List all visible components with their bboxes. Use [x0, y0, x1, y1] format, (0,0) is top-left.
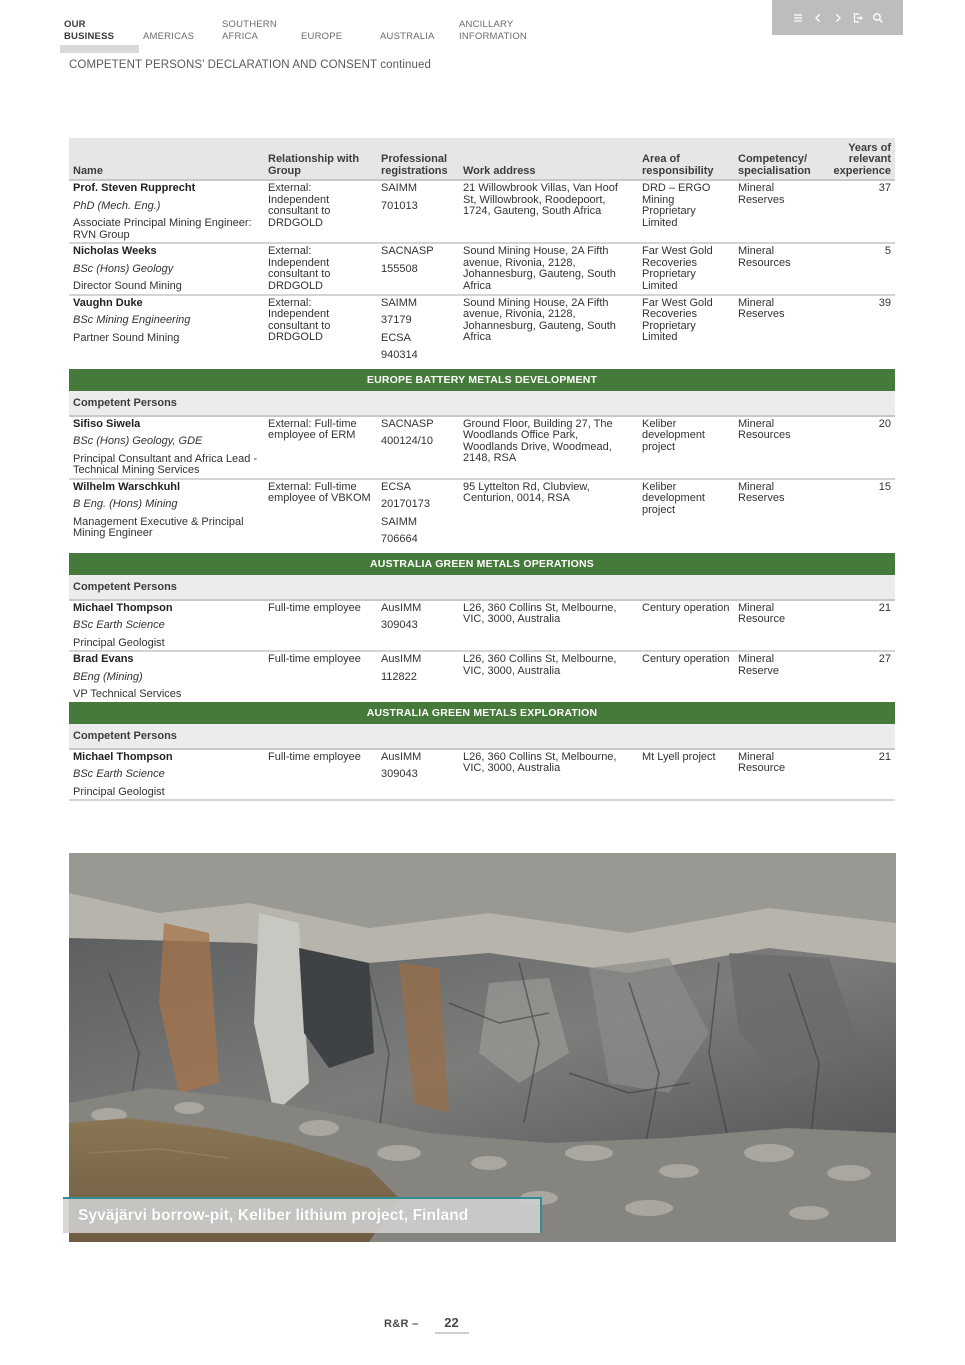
- cell-registrations: [377, 416, 459, 479]
- header-work-address: Work address: [459, 138, 638, 180]
- nav-tab-americas[interactable]: AMERICAS: [143, 31, 195, 42]
- cell-relationship: Full-time employee: [268, 750, 361, 763]
- person-role: Director Sound Mining: [73, 280, 182, 292]
- cell-name: [69, 479, 264, 553]
- cell-area: DRD – ERGO Mining Proprietary Limited: [642, 182, 711, 229]
- cell-competency: Mineral Reserve: [738, 653, 779, 677]
- section-header: [69, 553, 895, 576]
- cell-years: 37: [878, 182, 891, 194]
- person-name: Prof. Steven Rupprecht: [73, 182, 196, 194]
- registration-entry: SACNASP: [381, 417, 434, 430]
- registration-entry: 400124/10: [381, 435, 433, 447]
- table-end-rule: [69, 800, 895, 801]
- person-qualification: BSc Earth Science: [73, 619, 165, 631]
- cell-address: 21 Willowbrook Villas, Van Hoof St, Willowbrook, Roodepoort, 1724, Gauteng, South Africa: [463, 182, 618, 217]
- registration-entry: SAIMM: [381, 296, 418, 309]
- registration-entry: SACNASP: [381, 245, 434, 257]
- person-qualification: BEng (Mining): [73, 670, 143, 683]
- cell-relationship: Full-time employee: [268, 601, 361, 614]
- table-row: [69, 180, 895, 243]
- cell-address: Sound Mining House, 2A Fifth avenue, Rivonia, 2128, Johannesburg, Gauteng, South Africa: [463, 245, 616, 292]
- cell-area: Keliber development project: [642, 417, 705, 453]
- cell-years: 15: [878, 480, 891, 493]
- cell-name: [69, 180, 264, 243]
- table-row: [69, 243, 895, 295]
- section-subheader: [69, 575, 895, 600]
- person-qualification: BSc Mining Engineering: [73, 314, 191, 326]
- table-row: [69, 749, 895, 801]
- registration-entry: 706664: [381, 533, 418, 545]
- section-subheader-label: Competent Persons: [69, 391, 895, 416]
- cell-address: L26, 360 Collins St, Melbourne, VIC, 3000, Australia: [463, 601, 617, 625]
- cell-address: Ground Floor, Building 27, The Woodlands Office Park, Woodlands Drive, Woodmead, 2148, RSA: [463, 417, 613, 464]
- cell-name: [69, 600, 264, 652]
- person-qualification: BSc (Hons) Geology: [73, 262, 174, 275]
- cell-competency: Mineral Reserves: [738, 480, 785, 504]
- person-name: Michael Thompson: [73, 750, 173, 763]
- person-role: Management Executive & Principal Mining Engineer: [73, 515, 244, 539]
- cell-area: Far West Gold Recoveries Proprietary Limited: [642, 245, 713, 292]
- person-qualification: BSc (Hons) Geology, GDE: [73, 435, 203, 447]
- cell-competency: Mineral Reserves: [738, 296, 785, 320]
- cell-name: [69, 416, 264, 479]
- cell-registrations: [377, 749, 459, 801]
- photo-caption: [63, 1197, 542, 1233]
- registration-entry: AusIMM: [381, 601, 422, 614]
- person-role: Principal Geologist: [73, 636, 165, 649]
- cell-years: 20: [878, 417, 891, 430]
- nav-tab-australia[interactable]: AUSTRALIA: [380, 31, 435, 42]
- cell-address: L26, 360 Collins St, Melbourne, VIC, 3000, Australia: [463, 750, 617, 774]
- cell-registrations: [377, 651, 459, 702]
- registration-entry: 37179: [381, 314, 412, 326]
- registration-entry: 940314: [381, 349, 418, 361]
- cell-relationship: External: Independent consultant to DRDGOLD: [268, 245, 331, 292]
- registration-entry: SAIMM: [381, 515, 418, 528]
- cell-name: [69, 295, 264, 369]
- table-row: [69, 479, 895, 553]
- cell-years: 21: [878, 601, 891, 614]
- person-name: Michael Thompson: [73, 601, 173, 614]
- person-role: Associate Principal Mining Engineer: RVN Group: [73, 217, 252, 241]
- registration-entry: 701013: [381, 199, 418, 212]
- cell-name: [69, 243, 264, 295]
- footer-label: R&R –: [384, 1318, 419, 1330]
- cell-years: 39: [878, 296, 891, 309]
- cell-competency: Mineral Resources: [738, 417, 791, 441]
- toolbar: [772, 0, 903, 35]
- section-subheader-label: Competent Persons: [69, 724, 895, 749]
- nav-tab-europe[interactable]: EUROPE: [301, 31, 343, 42]
- section-subheader-label: Competent Persons: [69, 575, 895, 600]
- registration-entry: AusIMM: [381, 653, 422, 665]
- cell-address: Sound Mining House, 2A Fifth avenue, Rivonia, 2128, Johannesburg, Gauteng, South Africa: [463, 296, 616, 343]
- section-subheader: [69, 724, 895, 749]
- section-header: [69, 702, 895, 725]
- table-row: [69, 600, 895, 652]
- cell-competency: Mineral Reserves: [738, 182, 785, 206]
- cell-area: Century operation: [642, 653, 730, 665]
- cell-competency: Mineral Resource: [738, 750, 786, 774]
- cell-relationship: Full-time employee: [268, 653, 361, 665]
- registration-entry: 155508: [381, 262, 418, 275]
- person-role: Principal Geologist: [73, 785, 165, 798]
- page-subtitle: COMPETENT PERSONS’ DECLARATION AND CONSENT continued: [69, 59, 432, 71]
- section-title: EUROPE BATTERY METALS DEVELOPMENT: [69, 369, 895, 392]
- table-row: [69, 416, 895, 479]
- person-qualification: B Eng. (Hons) Mining: [73, 498, 178, 510]
- table-body: [69, 180, 895, 801]
- registration-entry: ECSA: [381, 480, 411, 493]
- section-title: AUSTRALIA GREEN METALS EXPLORATION: [69, 702, 895, 725]
- table-header-row: [69, 138, 895, 180]
- registration-entry: SAIMM: [381, 182, 418, 194]
- cell-relationship: External: Full-time employee of ERM: [268, 417, 357, 441]
- competent-persons-table: [69, 138, 895, 801]
- cell-registrations: [377, 479, 459, 553]
- quarry-illustration: [69, 853, 896, 1242]
- header-area: Area of responsibility: [638, 138, 734, 180]
- menu-icon[interactable]: [790, 10, 806, 26]
- cell-registrations: [377, 600, 459, 652]
- page-footer: [384, 1313, 469, 1335]
- cell-registrations: [377, 243, 459, 295]
- cell-area: Keliber development project: [642, 480, 705, 516]
- nav-tab-southern-africa[interactable]: SOUTHERN AFRICA: [222, 19, 277, 42]
- nav-tab-ancillary-information[interactable]: ANCILLARY INFORMATION: [459, 19, 527, 42]
- nav-tab-our-business[interactable]: OUR BUSINESS: [64, 19, 115, 42]
- header-name: Name: [69, 138, 264, 180]
- cell-name: [69, 651, 264, 702]
- active-tab-indicator: [60, 45, 139, 53]
- cell-relationship: External: Independent consultant to DRDGOLD: [268, 296, 331, 343]
- section-header: [69, 369, 895, 392]
- person-name: Nicholas Weeks: [73, 245, 157, 257]
- cell-name: [69, 749, 264, 801]
- cell-area: Mt Lyell project: [642, 750, 716, 763]
- cell-area: Far West Gold Recoveries Proprietary Limited: [642, 296, 713, 343]
- photo-caption-text: Syväjärvi borrow-pit, Keliber lithium project, Finland: [78, 1207, 469, 1224]
- header-relationship: Relationship with Group: [264, 138, 377, 180]
- section-title: AUSTRALIA GREEN METALS OPERATIONS: [69, 553, 895, 576]
- cell-years: 21: [878, 750, 891, 763]
- registration-entry: 309043: [381, 768, 418, 780]
- person-role: VP Technical Services: [73, 688, 182, 700]
- header-competency: Competency/ specialisation: [734, 138, 822, 180]
- person-qualification: PhD (Mech. Eng.): [73, 199, 161, 212]
- cell-years: 27: [878, 653, 891, 665]
- quarry-photo: [69, 853, 896, 1242]
- cell-competency: Mineral Resources: [738, 245, 791, 269]
- cell-relationship: External: Full-time employee of VBKOM: [268, 480, 371, 504]
- registration-entry: 20170173: [381, 498, 430, 510]
- chevron-left-icon[interactable]: [810, 10, 826, 26]
- registration-entry: ECSA: [381, 331, 411, 344]
- cell-registrations: [377, 180, 459, 243]
- person-name: Brad Evans: [73, 653, 134, 665]
- person-name: Sifiso Siwela: [73, 417, 141, 430]
- person-role: Partner Sound Mining: [73, 331, 180, 344]
- section-subheader: [69, 391, 895, 416]
- person-name: Vaughn Duke: [73, 296, 143, 309]
- person-role: Principal Consultant and Africa Lead - Technical Mining Services: [73, 452, 258, 476]
- cell-registrations: [377, 295, 459, 369]
- person-name: Wilhelm Warschkuhl: [73, 480, 181, 493]
- cell-address: 95 Lyttelton Rd, Clubview, Centurion, 0014, RSA: [463, 480, 590, 504]
- cell-area: Century operation: [642, 601, 730, 614]
- registration-entry: AusIMM: [381, 750, 422, 763]
- table-row: [69, 295, 895, 369]
- person-qualification: BSc Earth Science: [73, 768, 165, 780]
- chevron-right-icon[interactable]: [830, 10, 846, 26]
- cell-years: 5: [884, 245, 891, 257]
- search-icon[interactable]: [870, 10, 886, 26]
- header-years: Years of relevant experience: [822, 138, 895, 180]
- cell-relationship: External: Independent consultant to DRDGOLD: [268, 182, 331, 229]
- cell-competency: Mineral Resource: [738, 601, 786, 625]
- cell-address: L26, 360 Collins St, Melbourne, VIC, 3000, Australia: [463, 653, 617, 677]
- registration-entry: 309043: [381, 619, 418, 631]
- header-registrations: Professional registrations: [377, 138, 459, 180]
- exit-icon[interactable]: [850, 10, 866, 26]
- table-row: [69, 651, 895, 702]
- page-number: 22: [435, 1315, 469, 1334]
- registration-entry: 112822: [381, 670, 417, 683]
